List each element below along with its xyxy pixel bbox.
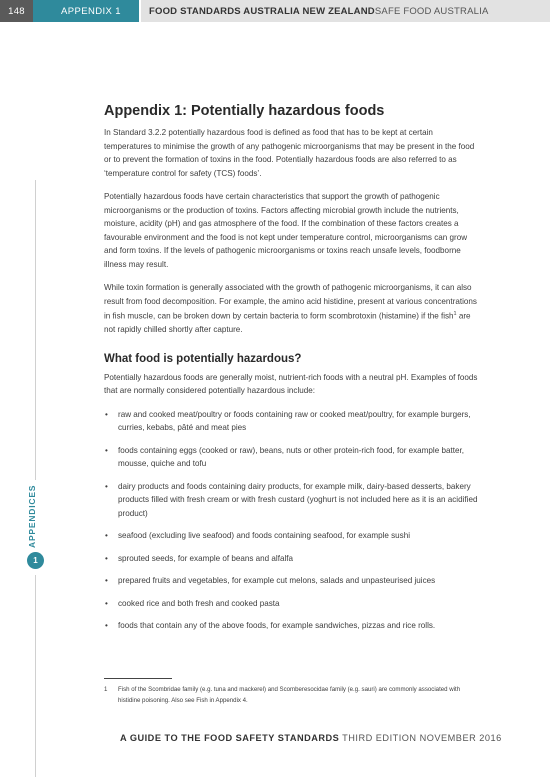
list-item (104, 408, 479, 435)
section-label: APPENDIX 1 (33, 0, 139, 22)
bullet-icon: • (105, 576, 108, 586)
list-item-text: dairy products and foods containing dairy products, for example milk, dairy-based desserts, bakery products filled with fresh cream or with fresh custard (yoghurt is not included here as it is an acidified product) (118, 481, 478, 518)
footer-edition: THIRD EDITION NOVEMBER 2016 (339, 733, 502, 743)
list-item (104, 552, 479, 566)
list-item-text: cooked rice and both fresh and cooked pasta (118, 598, 280, 608)
paragraph-definition: In Standard 3.2.2 potentially hazardous food is defined as food that has to be kept at certain temperatures to minimise the growth of any pathogenic microorganisms that may be present in the food or to prevent the formation of toxins in the food. Potentially hazardous foods are also referred to as ‘temperature control for safety (TCS) foods’. (104, 128, 475, 178)
list-item-text: prepared fruits and vegetables, for example cut melons, salads and unpasteurised juices (118, 576, 436, 586)
publication-title (141, 0, 550, 22)
bullet-icon: • (105, 481, 108, 491)
main-content (104, 103, 479, 642)
bullet-icon: • (105, 553, 108, 563)
list-item (104, 574, 479, 588)
bullet-icon: • (105, 409, 108, 419)
paragraph-characteristics: Potentially hazardous foods have certain characteristics that support the growth of pathogenic microorganisms or the production of toxins. Factors affecting microbial growth include the nutrients, moisture, acidity (pH) and gas atmosphere of the food. If the combination of these factors creates a favourable environment and the food is not kept under temperature control, microorganisms can grow and form toxins. If the levels of pathogenic microorganisms or toxins reach unsafe levels, foodborne illness may result. (104, 192, 468, 269)
paragraph-toxins-end: are not rapidly chilled shortly after capture. (104, 311, 471, 335)
list-item-text: raw and cooked meat/poultry or foods containing raw or cooked meat/poultry, for example burgers, curries, kebabs, pâté and meat pies (118, 409, 471, 433)
paragraph-toxins (104, 281, 479, 337)
page-header (0, 0, 550, 22)
page-footer (120, 733, 502, 743)
subheading: What food is potentially hazardous? (104, 352, 302, 365)
footnote-ref[interactable]: 1 (453, 311, 457, 317)
intro-paragraph: Potentially hazardous foods are generally moist, nutrient-rich foods with a neutral pH. Examples of foods that are normally considered potentially hazardous include: (104, 372, 478, 396)
side-tab-text: APPENDICES (27, 484, 37, 548)
footnote (104, 685, 484, 706)
footnote-rule (104, 678, 172, 679)
list-item (104, 597, 479, 611)
side-tab-badge: 1 (27, 552, 44, 569)
hazardous-food-list (104, 408, 479, 633)
list-item-text: sprouted seeds, for example of beans and alfalfa (118, 553, 294, 563)
page-title: Appendix 1: Potentially hazardous foods (104, 103, 385, 119)
footnote-number: 1 (104, 686, 108, 693)
bullet-icon: • (105, 621, 108, 631)
list-item-text: seafood (excluding live seafood) and foods containing seafood, for example sushi (118, 531, 411, 541)
list-item (104, 444, 479, 471)
publication-title-rest: SAFE FOOD AUSTRALIA (374, 5, 489, 17)
list-item-text: foods that contain any of the above foods, for example sandwiches, pizzas and rice rolls. (118, 621, 436, 631)
bullet-icon: • (105, 445, 108, 455)
list-item (104, 619, 479, 633)
bullet-icon: • (105, 531, 108, 541)
side-rule-bottom (35, 575, 36, 777)
bullet-icon: • (105, 598, 108, 608)
side-rule-top (35, 180, 36, 480)
list-item-text: foods containing eggs (cooked or raw), beans, nuts or other protein-rich food, for example batter, mousse, quiche and tofu (118, 445, 464, 469)
footer-title: A GUIDE TO THE FOOD SAFETY STANDARDS (120, 733, 340, 743)
paragraph-toxins-text: While toxin formation is generally associated with the growth of pathogenic microorganisms, it can also result from food decomposition. For example, the amino acid histidine, present at various concentrations in fish muscle, can be broken down by certain bacteria to form scombrotoxin (histamine) if the fish (104, 283, 477, 321)
publication-title-bold: FOOD STANDARDS AUSTRALIA NEW ZEALAND (149, 5, 375, 17)
list-item (104, 529, 479, 543)
page-number: 148 (0, 0, 33, 22)
footnote-text: Fish of the Scombridae family (e.g. tuna and mackerel) and Scomberesocidae family (e.g. sauri) are commonly associated with histidine poisoning. Also see Fish in Appendix 4. (118, 686, 461, 704)
list-item (104, 480, 479, 521)
